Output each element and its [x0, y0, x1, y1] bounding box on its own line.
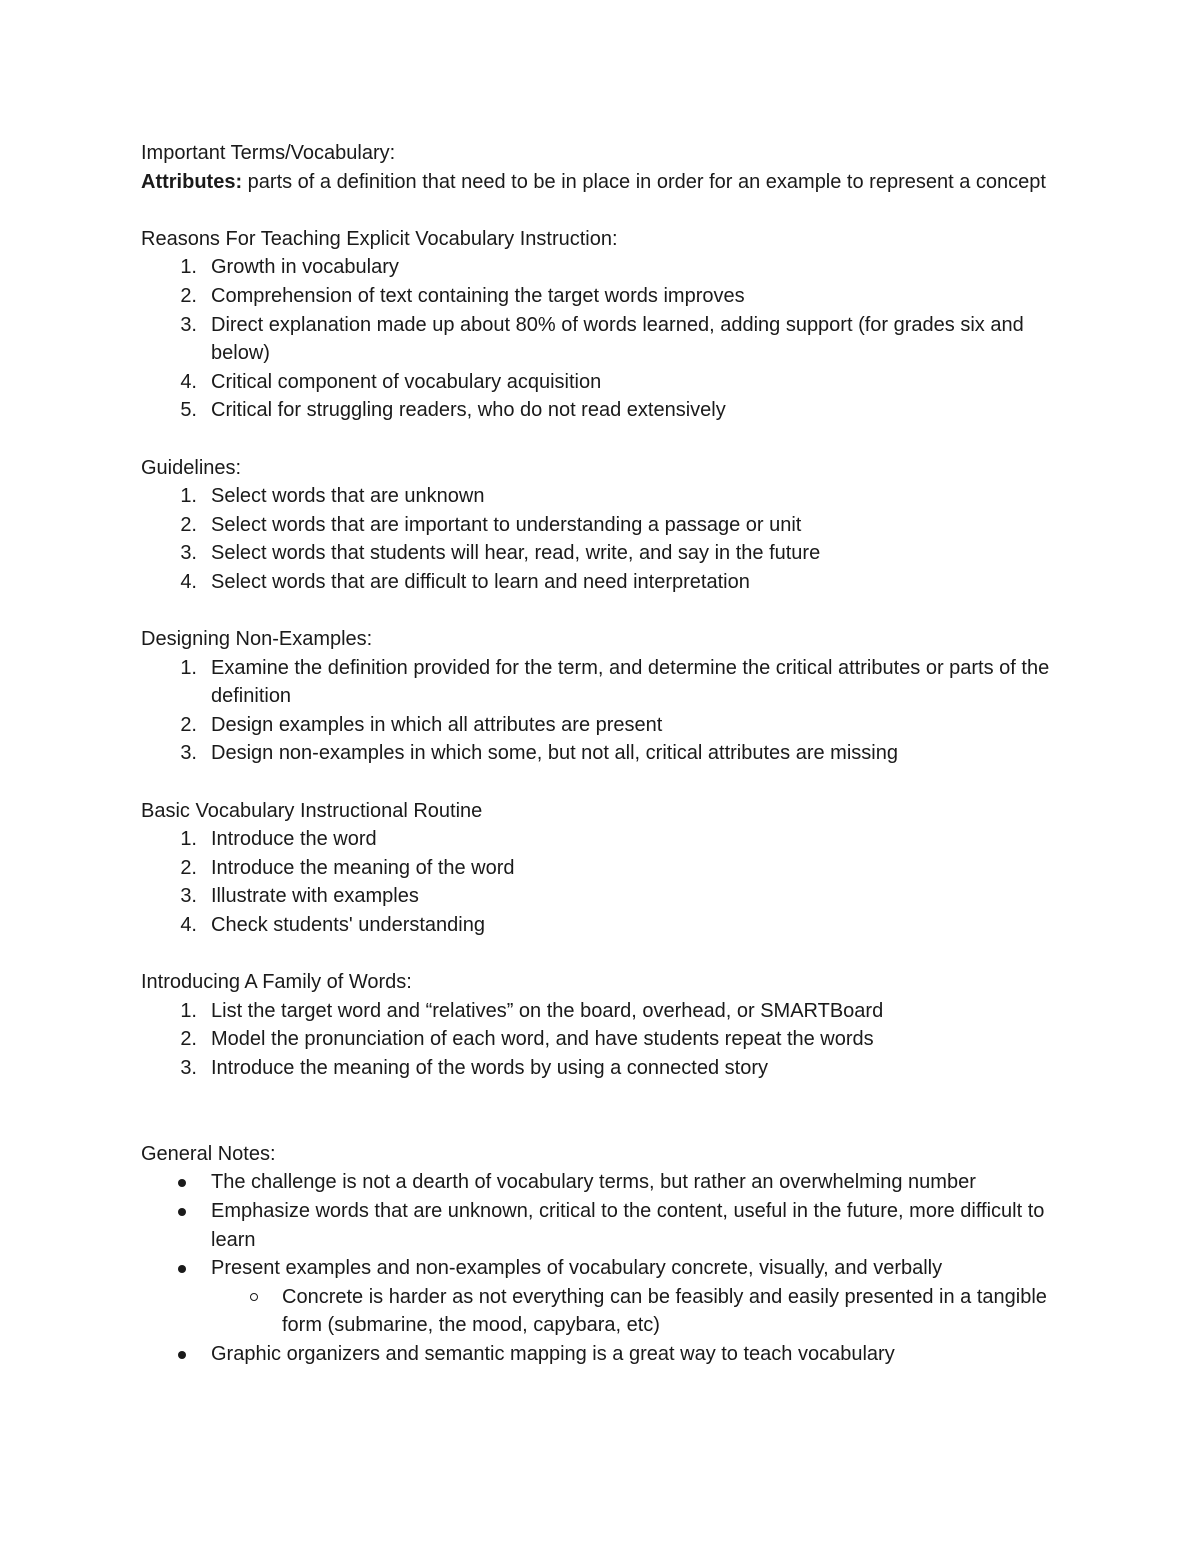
list-item: 4. Check students' understanding [180, 914, 485, 937]
sub-list-item: Concrete is harder as not everything can be feasibly and easily presented in a tangible form (submarine, the mood, capybara, etc) [141, 1283, 1070, 1340]
routine-list [141, 825, 1070, 939]
general-notes-list [141, 1168, 1070, 1368]
guidelines-list [141, 482, 1070, 596]
list-item: 2. Model the pronunciation of each word, and have students repeat the words [180, 1028, 874, 1051]
list-item: 3. Design non-examples in which some, but not all, critical attributes are missing [180, 742, 898, 765]
attributes-definition [141, 168, 1070, 197]
list-item: 3. Illustrate with examples [180, 885, 419, 908]
family-title: Introducing A Family of Words: [141, 971, 412, 994]
list-item: 4. Select words that are difficult to learn and need interpretation [180, 570, 750, 593]
bullet-icon [178, 1351, 186, 1359]
reasons-title: Reasons For Teaching Explicit Vocabulary Instruction: [141, 227, 618, 250]
list-item: 2. Comprehension of text containing the target words improves [180, 284, 745, 307]
list-item: 2. Select words that are important to understanding a passage or unit [180, 513, 802, 536]
list-item: Graphic organizers and semantic mapping is a great way to teach vocabulary [141, 1340, 1070, 1369]
list-item: 1. Select words that are unknown [180, 485, 485, 508]
list-item: 3. Introduce the meaning of the words by using a connected story [180, 1057, 769, 1079]
list-item: 1. Examine the definition provided for the term, and determine the critical attributes or parts of the definition [180, 656, 1050, 708]
list-item: 1. List the target word and “relatives” on the board, overhead, or SMARTBoard [180, 999, 884, 1022]
list-item: 4. Critical component of vocabulary acquisition [180, 370, 602, 393]
list-item: The challenge is not a dearth of vocabulary terms, but rather an overwhelming number [141, 1168, 1070, 1197]
hollow-bullet-icon [250, 1293, 258, 1301]
non-examples-title: Designing Non-Examples: [141, 628, 373, 651]
list-item: Emphasize words that are unknown, critical to the content, useful in the future, more difficult to learn [141, 1197, 1070, 1254]
attributes-text: parts of a definition that need to be in place in order for an example to represent a concept [242, 170, 1046, 193]
general-notes-title: General Notes: [141, 1142, 276, 1165]
reasons-list [141, 253, 1070, 425]
attributes-term: Attributes: [141, 170, 243, 193]
non-examples-list [141, 654, 1070, 768]
list-item: 1. Growth in vocabulary [180, 256, 399, 279]
list-item: 1. Introduce the word [180, 828, 377, 851]
bullet-icon [178, 1208, 186, 1216]
list-item: 2. Introduce the meaning of the word [180, 856, 515, 879]
list-item: 3. Select words that students will hear, read, write, and say in the future [180, 542, 821, 565]
list-item: 3. Direct explanation made up about 80% of words learned, adding support (for grades six and below) [180, 313, 1024, 365]
list-item: 5. Critical for struggling readers, who do not read extensively [180, 399, 726, 422]
guidelines-title: Guidelines: [141, 456, 242, 479]
list-item: 2. Design examples in which all attributes are present [180, 713, 663, 736]
family-list [141, 997, 1070, 1083]
terms-title: Important Terms/Vocabulary: [141, 142, 396, 164]
bullet-icon [178, 1265, 186, 1273]
bullet-icon [178, 1179, 186, 1187]
list-item: Present examples and non-examples of vocabulary concrete, visually, and verbally [141, 1254, 1070, 1283]
routine-title: Basic Vocabulary Instructional Routine [141, 799, 483, 822]
